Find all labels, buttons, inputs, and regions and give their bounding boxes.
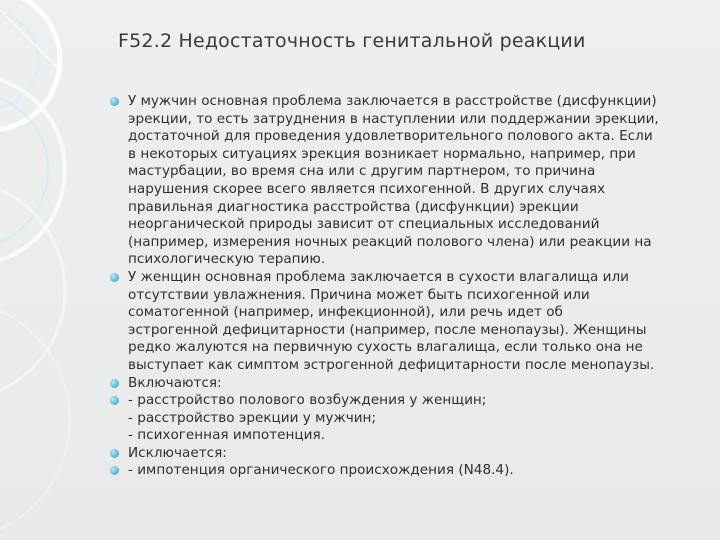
list-item-line: в некоторых ситуациях эрекция возникает нормально, например, при: [128, 145, 636, 162]
list-item-line: эстрогенной дефицитарности (например, после менопаузы). Женщины: [128, 321, 647, 338]
list-item-line: Включаются:: [128, 374, 222, 391]
list-item: [110, 93, 702, 269]
list-item: [110, 445, 702, 463]
list-item-line: достаточной для проведения удовлетворительного полового акта. Если: [128, 128, 653, 145]
list-item-line: соматогенной (например, инфекционной), или речь идет об: [128, 304, 563, 321]
list-item-line: отсутствии увлажнения. Причина может быть психогенной или: [128, 286, 590, 303]
content-list: [110, 93, 702, 480]
bullet-icon: [110, 97, 119, 106]
list-item-line: Исключается:: [128, 444, 227, 461]
list-item-line: психологическую терапию.: [128, 251, 326, 268]
bullet-icon: [110, 379, 119, 388]
list-item: [110, 392, 702, 445]
list-item-line: (например, измерения ночных реакций полового члена) или реакции на: [128, 233, 652, 250]
list-item-line: мастурбации, во время сна или с другим партнером, то причина: [128, 163, 596, 180]
list-item-line: эрекции, то есть затруднения в наступлении или поддержании эрекции,: [128, 110, 659, 127]
list-item-line: - расстройство эрекции у мужчин;: [128, 409, 377, 426]
list-item: [110, 462, 702, 480]
list-item-line: выступает как симптом эстрогенной дефицитарности после менопаузы.: [128, 356, 655, 373]
list-item-line: - импотенция органического происхождения (N48.4).: [128, 462, 514, 479]
list-item-line: - психогенная импотенция.: [128, 427, 325, 444]
bullet-icon: [110, 466, 119, 475]
list-item-line: правильная диагностика расстройства (дисфункции) эрекции: [128, 198, 579, 215]
list-item-line: редко жалуются на первичную сухость влагалища, если только она не: [128, 339, 643, 356]
list-item-line: нарушения скорее всего является психогенной. В других случаях: [128, 180, 606, 197]
bullet-icon: [110, 273, 119, 282]
bullet-icon: [110, 449, 119, 458]
list-item-line: неорганической природы зависит от специальных исследований: [128, 216, 600, 233]
list-item-line: У мужчин основная проблема заключается в расстройстве (дисфункции): [128, 93, 657, 109]
list-item: [110, 375, 702, 393]
list-item-line: - расстройство полового возбуждения у женщин;: [128, 392, 487, 409]
slide-title: F52.2 Недостаточность генитальной реакции: [118, 30, 586, 52]
bullet-icon: [110, 396, 119, 405]
list-item: [110, 269, 702, 375]
list-item-line: У женщин основная проблема заключается в сухости влагалища или: [128, 268, 629, 285]
